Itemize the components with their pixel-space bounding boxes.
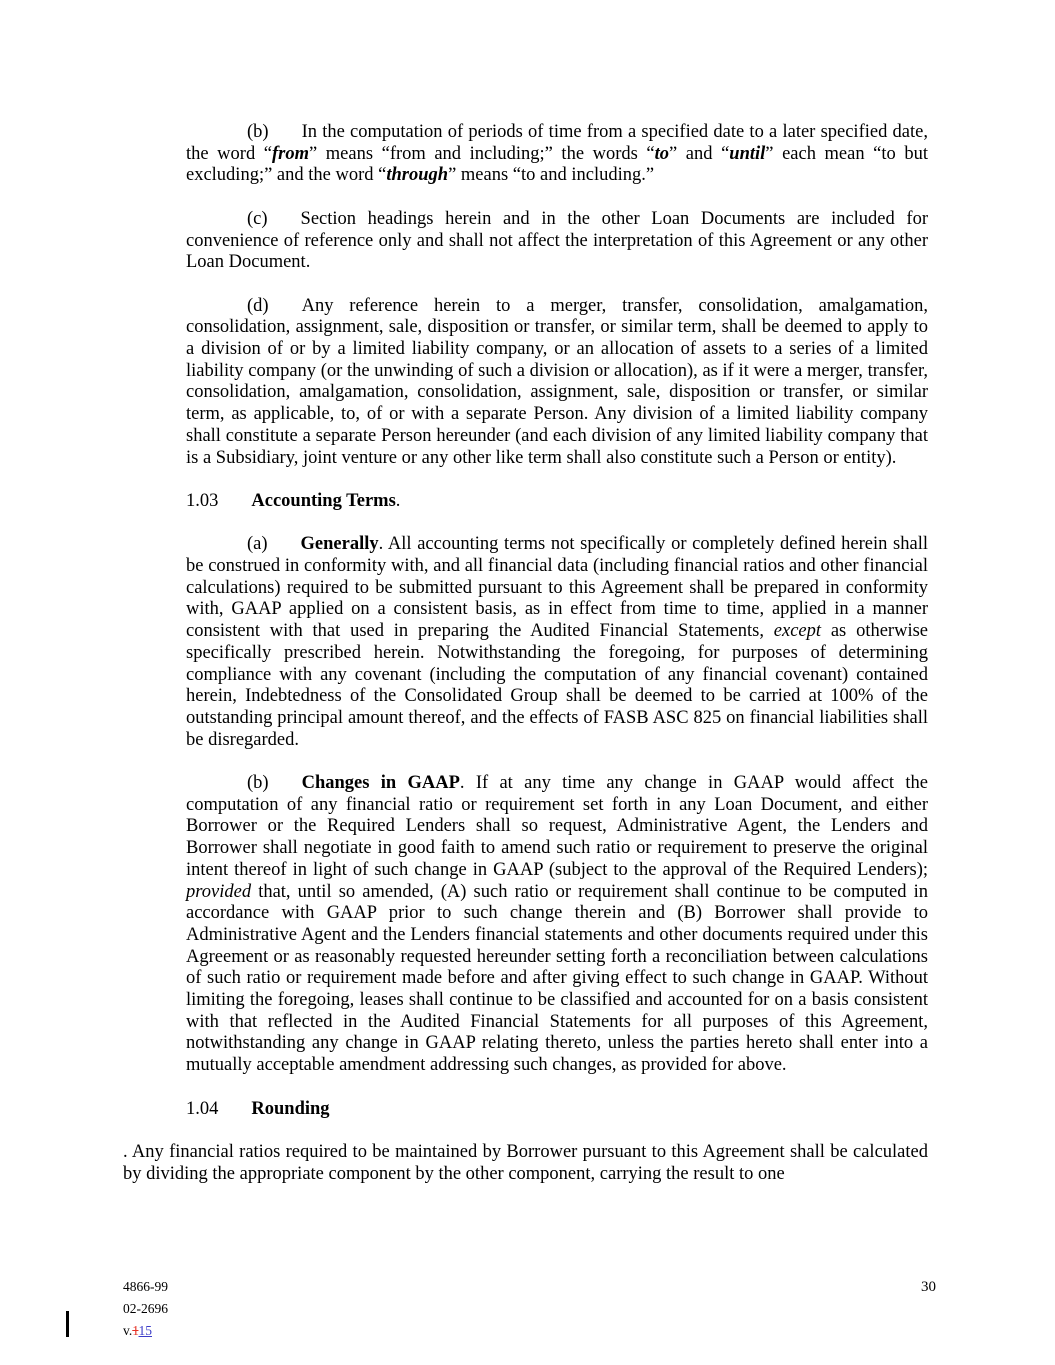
paragraph-d-division-reference: (d) Any reference herein to a merger, transfer, consolidation, amalgamation, consolidation, assignment, sale, disposition or transfer, or similar term, shall be deemed to apply to a division of or by a limited liability company, or an allocation of assets to a series of a limited liability company (or the unwinding of such a division or allocation), as if it were a merger, transfer, consolidation, amalgamation, consolidation, assignment, sale, disposition or transfer, or similar term, as applicable, to, of or with a separate Person. Any division of a limited liability company shall constitute a separate Person hereunder (and each division of any limited liability company that is a Subsidiary, joint venture or any other like term shall also constitute such a Person or entity). [186,295,928,468]
footer-version-line [123,1320,168,1342]
footer-id-line-2: 02-2696 [123,1300,168,1316]
document-body [123,122,928,1185]
footer-version-prefix: v. [123,1322,133,1338]
section-heading-1-04-rounding: 1.04 Rounding [186,1098,330,1119]
paragraph-c-section-headings: (c) Section headings herein and in the other Loan Documents are included for convenience of reference only and shall not affect the interpretation of this Agreement or any other Loan Document. [186,208,928,273]
footer-version-deleted-text: 1 [132,1322,139,1338]
paragraph-b-changes-in-gaap: (b) Changes in GAAP. If at any time any change in GAAP would affect the computation of any financial ratio or requirement set forth in any Loan Document, and either Borrower or the Required Lenders shall so request, Administrative Agent, the Lenders and Borrower shall negotiate in good faith to amend such ratio or requirement to preserve the original intent thereof in light of such change in GAAP (subject to the approval of the Required Lenders); provided that, until so amended, (A) such ratio or requirement shall continue to be computed in accordance with GAAP prior to such change therein and (B) Borrower shall provide to Administrative Agent and the Lenders financial statements and other documents required under this Agreement or as reasonably requested hereunder setting forth a reconciliation between calculations of such ratio or requirement made before and after giving effect to such change in GAAP. Without limiting the foregoing, leases shall continue to be classified and accounted for on a basis consistent with that reflected in the Audited Financial Statements for all purposes of this Agreement, notwithstanding any change in GAAP relating thereto, unless the parties hereto shall enter into a mutually acceptable amendment addressing such changes, as provided for above. [186,773,928,1076]
section-heading-1-03-accounting-terms: 1.03 Accounting Terms. [186,490,401,511]
footer-version-inserted-text: 15 [138,1322,152,1338]
footer-id-line-1: 4866-99 [123,1279,168,1294]
paragraph-b-time-computation: (b) In the computation of periods of time from a specified date to a later specified date, the word “from” means “from and including;” the words “to” and “until” each mean “to but excluding;” and the word “through” means “to and including.” [186,122,928,186]
paragraph-a-generally: (a) Generally. All accounting terms not specifically or completely defined herein shall be construed in conformity with, and all financial data (including financial ratios and other financial calculations) required to be submitted pursuant to this Agreement shall be prepared in conformity with, GAAP applied on a consistent basis, as in effect from time to time, applied in a manner consistent with that used in preparing the Audited Financial Statements, except as otherwise specifically prescribed herein. Notwithstanding the foregoing, for purposes of determining compliance with any covenant (including the computation of any financial covenant) contained herein, Indebtedness of the Consolidated Group shall be deemed to be carried at 100% of the outstanding principal amount thereof, and the effects of FASB ASC 825 on financial liabilities shall be disregarded. [186,534,928,750]
revision-change-bar [66,1311,69,1337]
document-footer [123,1276,168,1341]
page-number: 30 [921,1279,936,1295]
paragraph-rounding-body: . Any financial ratios required to be maintained by Borrower pursuant to this Agreement shall be calculated by dividing the appropriate component by the other component, carrying the result to one [123,1141,928,1184]
